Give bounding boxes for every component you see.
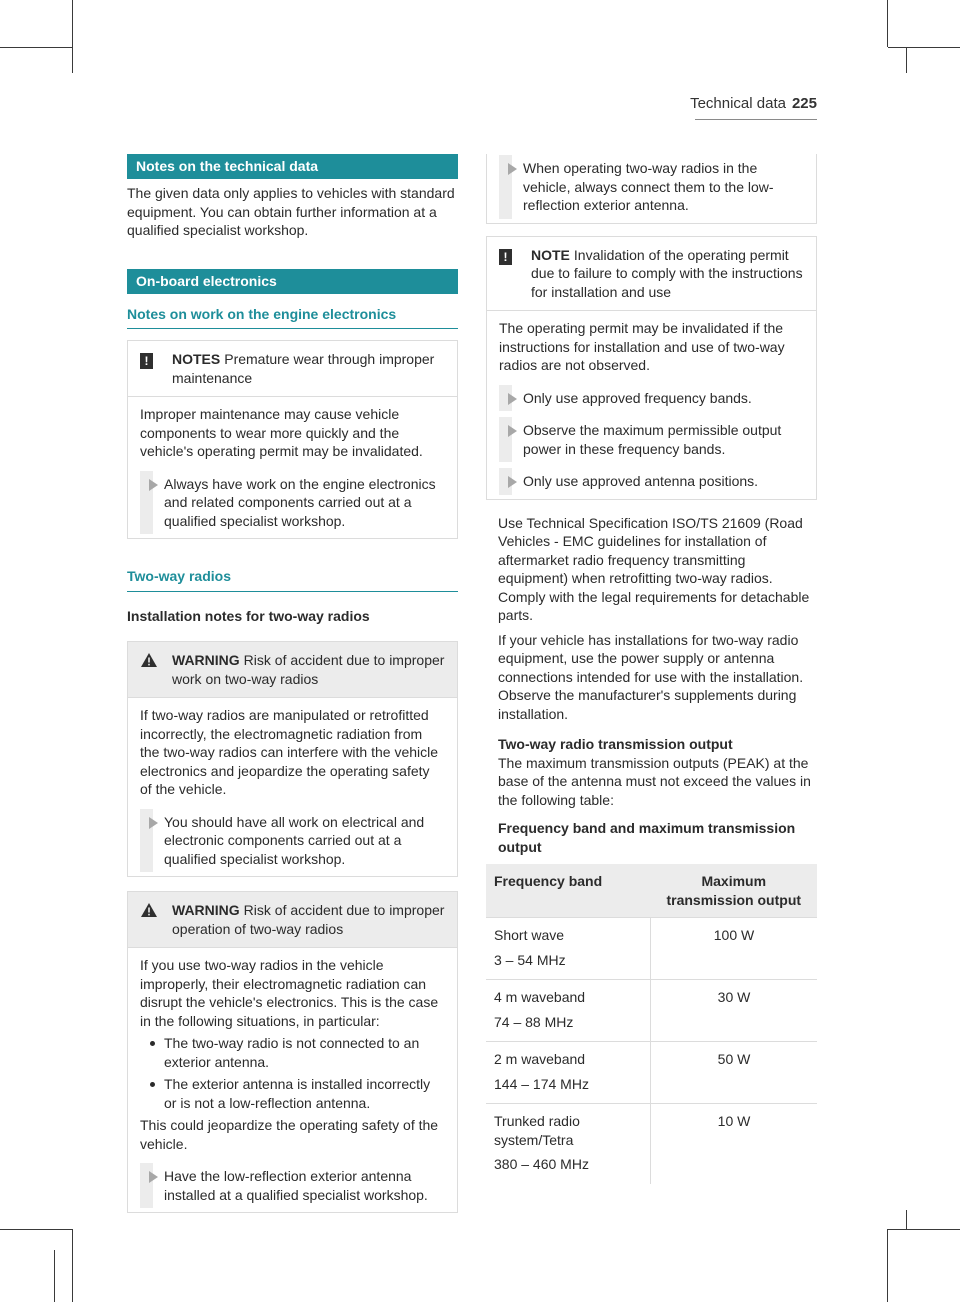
notes-box-body — [128, 396, 457, 538]
running-header — [690, 95, 817, 114]
note-head-text: Invalidation of the operating permit due to failure to comply with the instructions for installation and use — [531, 246, 803, 300]
installation-notes-heading: Installation notes for two-way radios — [127, 607, 370, 624]
arrow-right-icon — [508, 425, 517, 437]
warning-head-text: Risk of accident due to improper work on two-way radios — [172, 652, 445, 687]
crop-mark — [72, 1229, 73, 1302]
arrow-right-icon — [508, 476, 517, 488]
band-range: 380 – 460 MHz — [494, 1156, 589, 1172]
page-number: 225 — [791, 95, 817, 112]
two-way-radios-heading: Two-way radios — [127, 567, 458, 592]
table-row — [486, 980, 817, 1042]
header-rule — [695, 119, 817, 120]
band-range: 74 – 88 MHz — [494, 1013, 574, 1030]
arrow-right-icon — [149, 817, 158, 829]
column-header-output: Maximum transmission output — [651, 864, 818, 918]
frequency-table — [486, 864, 817, 1184]
crop-mark — [72, 47, 73, 73]
warning-label: WARNING — [172, 652, 240, 668]
transmission-output-heading: Two-way radio transmission output — [498, 736, 733, 752]
note-body-text: The operating permit may be invalidated if the instructions for installation and use of two-way radios are not observed. — [499, 320, 785, 373]
left-column — [127, 154, 458, 1213]
band-name: Short wave — [494, 927, 565, 943]
iso-paragraph: Use Technical Specification ISO/TS 21609 (Road Vehicles - EMC guidelines for installation of aftermarket radio frequency transmitting equipment) when retrofitting two-way radios. Comply with the legal requirements for detachable parts. — [498, 514, 810, 623]
continued-box — [486, 154, 817, 224]
note-step: Observe the maximum permissible output power in these frequency bands. — [499, 421, 804, 458]
installation-paragraph: If your vehicle has installations for two-way radio equipment, use the power supply or antenna connections intended for use with the installation. Observe the manufacturer's supplements during installation. — [498, 631, 804, 722]
crop-mark — [887, 0, 888, 47]
notes-box — [127, 340, 458, 539]
section-title: Technical data — [690, 95, 786, 112]
arrow-right-icon — [508, 163, 517, 175]
table-row — [486, 918, 817, 980]
notice-icon: ! — [140, 353, 153, 369]
note-box — [486, 236, 817, 500]
warning-box-2 — [127, 891, 458, 1213]
note-label: NOTE — [531, 246, 570, 263]
note-box-head — [487, 237, 816, 311]
crop-mark — [0, 1229, 72, 1230]
right-column — [486, 154, 817, 1184]
table-row — [486, 1104, 817, 1184]
warning-triangle-icon — [140, 652, 158, 668]
warning-box-2-head — [128, 892, 457, 947]
band-name: 2 m waveband — [494, 1051, 586, 1067]
band-power: 30 W — [651, 980, 818, 1042]
transmission-output-text: The maximum transmission outputs (PEAK) at the base of the antenna must not exceed the values in the following table: — [498, 754, 811, 808]
notes-label: NOTES — [172, 351, 221, 367]
warning-triangle-icon — [140, 902, 158, 918]
antenna-step: When operating two-way radios in the vehicle, always connect them to the low-reflection exterior antenna. — [499, 159, 804, 215]
onboard-heading: On-board electronics — [127, 269, 458, 294]
notes-body-text: Improper maintenance may cause vehicle components to wear more quickly and the vehicle's operating permit may be invalidated. — [140, 406, 423, 459]
table-row — [486, 1042, 817, 1104]
band-range: 3 – 54 MHz — [494, 951, 566, 968]
warning-after-text: This could jeopardize the operating safety of the vehicle. — [140, 1117, 439, 1152]
warning-step: Have the low-reflection exterior antenna installed at a qualified specialist workshop. — [140, 1167, 445, 1204]
arrow-right-icon — [149, 1171, 158, 1183]
notes-step: Always have work on the engine electronics and related components carried out at a qualified specialist workshop. — [140, 475, 445, 531]
crop-mark — [906, 47, 907, 73]
crop-mark — [54, 1250, 55, 1302]
warning-label: WARNING — [172, 902, 240, 918]
warning-box-1-body — [128, 697, 457, 876]
band-name: 4 m waveband — [494, 989, 586, 1005]
band-name: Trunked radio system/Tetra — [494, 1113, 580, 1148]
warning-head-text: Risk of accident due to improper operation of two-way radios — [172, 902, 445, 937]
list-item: The two-way radio is not connected to an exterior antenna. — [140, 1034, 445, 1071]
warning-box-1-head — [128, 642, 457, 697]
warning-body-text: If two-way radios are manipulated or retrofitted incorrectly, the electromagnetic radiation from the two-way radios can interfere with the vehicle electronics and jeopardize the operating safety of the vehicle. — [140, 707, 439, 797]
continued-box-body — [487, 154, 816, 223]
table-header-row — [486, 864, 817, 918]
crop-mark — [0, 47, 72, 48]
note-step: Only use approved frequency bands. — [499, 389, 804, 408]
band-power: 100 W — [651, 918, 818, 980]
note-box-body — [487, 310, 816, 499]
warning-step: You should have all work on electrical and electronic components carried out at a qualified specialist workshop. — [140, 813, 445, 869]
warning-box-1 — [127, 641, 458, 877]
band-range: 144 – 174 MHz — [494, 1075, 589, 1092]
notes-technical-text: The given data only applies to vehicles with standard equipment. You can obtain further information at a qualified specialist workshop. — [127, 185, 455, 238]
notes-technical-heading: Notes on the technical data — [127, 154, 458, 179]
band-power: 50 W — [651, 1042, 818, 1104]
warning-body-text: If you use two-way radios in the vehicle improperly, their electromagnetic radiation can disrupt the vehicle's electronics. This is the case in the following situations, in particular: — [140, 957, 439, 1029]
crop-mark — [906, 1210, 907, 1230]
crop-mark — [887, 1229, 888, 1302]
band-power: 10 W — [651, 1104, 818, 1184]
note-step: Only use approved antenna positions. — [499, 472, 804, 491]
crop-mark — [888, 47, 960, 48]
list-item: The exterior antenna is installed incorrectly or is not a low-reflection antenna. — [140, 1075, 445, 1112]
column-header-band: Frequency band — [486, 864, 651, 918]
arrow-right-icon — [508, 393, 517, 405]
table-heading: Frequency band and maximum transmission output — [498, 820, 796, 855]
situation-list — [140, 1034, 445, 1112]
warning-box-2-body — [128, 947, 457, 1212]
notice-icon: ! — [499, 249, 512, 265]
notes-head-text: Premature wear through improper maintenance — [172, 351, 435, 386]
arrow-right-icon — [149, 479, 158, 491]
crop-mark — [888, 1229, 960, 1230]
crop-mark — [72, 0, 73, 47]
notes-box-head — [128, 341, 457, 396]
engine-electronics-heading: Notes on work on the engine electronics — [127, 305, 458, 330]
